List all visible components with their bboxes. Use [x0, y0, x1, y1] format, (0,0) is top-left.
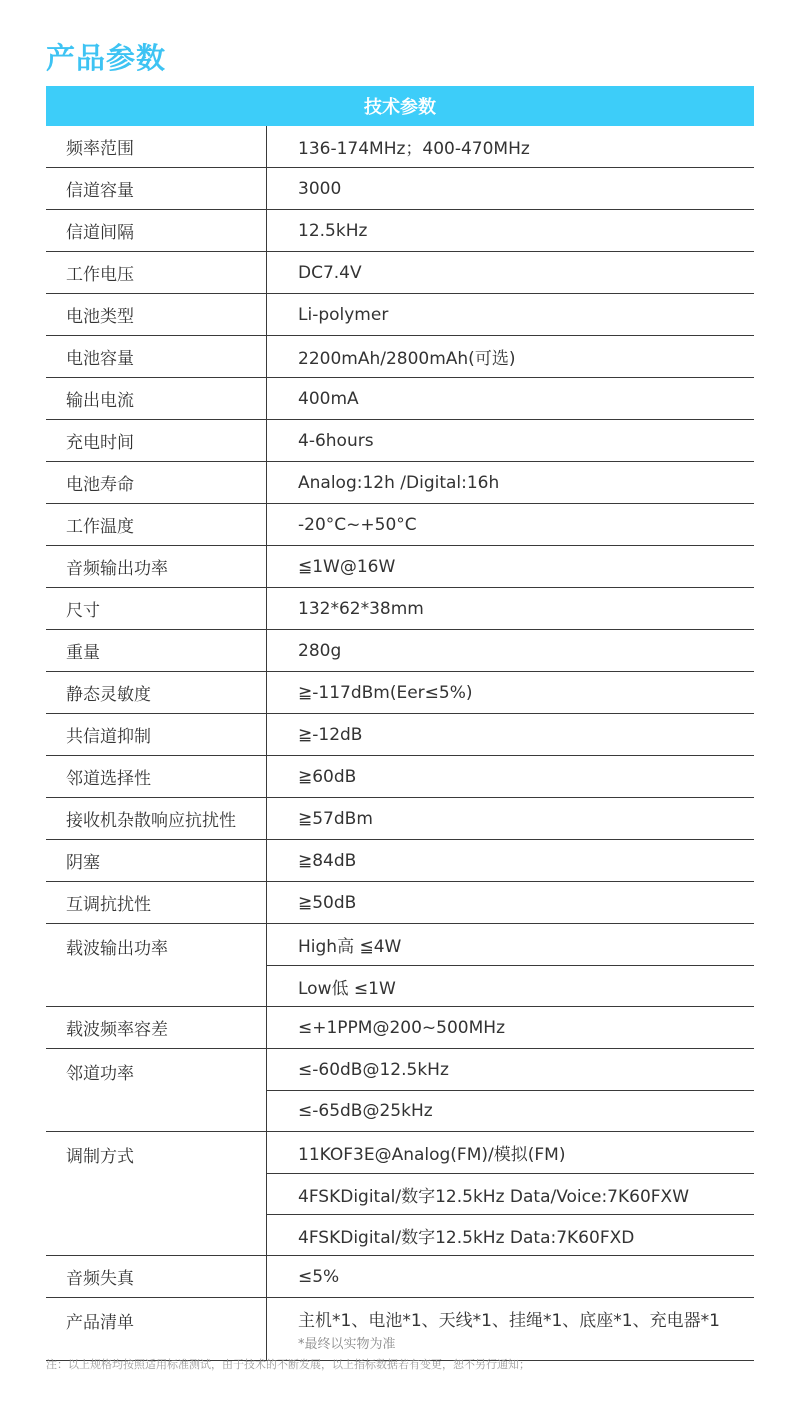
spec-values	[267, 882, 754, 923]
spec-row	[46, 420, 754, 462]
spec-row	[46, 588, 754, 630]
spec-values	[267, 336, 754, 377]
spec-value: 2200mAh/2800mAh(可选)	[298, 349, 516, 369]
spec-values	[267, 1132, 754, 1255]
spec-label: 信道间隔	[46, 210, 267, 251]
spec-row	[46, 714, 754, 756]
spec-values	[267, 252, 754, 293]
spec-row	[46, 1132, 754, 1256]
spec-label: 载波频率容差	[46, 1007, 267, 1048]
spec-value: 136-174MHz；400-470MHz	[298, 139, 530, 159]
spec-values	[267, 420, 754, 461]
spec-value: ≤+1PPM@200~500MHz	[298, 1017, 505, 1038]
spec-values	[267, 1007, 754, 1048]
spec-label: 尺寸	[46, 588, 267, 629]
spec-value: 4FSKDigital/数字12.5kHz Data/Voice:7K60FXW	[267, 1173, 754, 1214]
spec-label: 音频输出功率	[46, 546, 267, 587]
spec-label: 重量	[46, 630, 267, 671]
spec-value: 4FSKDigital/数字12.5kHz Data:7K60FXD	[267, 1214, 754, 1255]
spec-values	[267, 1256, 754, 1297]
spec-row	[46, 462, 754, 504]
spec-label: 邻道选择性	[46, 756, 267, 797]
spec-label: 电池容量	[46, 336, 267, 377]
spec-label: 音频失真	[46, 1256, 267, 1297]
spec-value: Low低 ≤1W	[267, 965, 754, 1006]
spec-table	[46, 126, 754, 1361]
spec-row	[46, 1007, 754, 1049]
spec-value: ≦1W@16W	[298, 556, 396, 577]
spec-values	[267, 1049, 754, 1131]
spec-values	[267, 798, 754, 839]
spec-note: *最终以实物为准	[298, 1337, 396, 1352]
spec-label: 邻道功率	[46, 1049, 267, 1131]
spec-row	[46, 798, 754, 840]
spec-label: 频率范围	[46, 126, 267, 167]
spec-value: ≤-60dB@12.5kHz	[298, 1059, 449, 1080]
spec-row	[46, 546, 754, 588]
spec-value: Li-polymer	[298, 304, 389, 325]
spec-label: 阴塞	[46, 840, 267, 881]
spec-label: 充电时间	[46, 420, 267, 461]
spec-row	[46, 630, 754, 672]
spec-value: 12.5kHz	[298, 220, 368, 241]
spec-value: Analog:12h /Digital:16h	[298, 472, 500, 493]
spec-value: 4-6hours	[298, 430, 374, 451]
spec-row	[46, 336, 754, 378]
spec-values	[267, 840, 754, 881]
spec-value: 280g	[298, 640, 342, 661]
spec-value: 主机*1、电池*1、天线*1、挂绳*1、底座*1、充电器*1	[298, 1311, 720, 1331]
spec-values	[267, 756, 754, 797]
spec-label: 调制方式	[46, 1132, 267, 1255]
spec-row	[46, 672, 754, 714]
spec-row	[46, 126, 754, 168]
spec-values	[267, 462, 754, 503]
page-title: 产品参数	[46, 41, 167, 75]
spec-values	[267, 630, 754, 671]
footer-note: 注：以上规格均按照适用标准测试，由于技术的不断发展，以上指标数据若有变更，恕不另行通知；	[46, 1358, 530, 1371]
spec-label: 工作温度	[46, 504, 267, 545]
spec-value: High高 ≦4W	[298, 937, 402, 957]
spec-values	[267, 294, 754, 335]
spec-values	[267, 672, 754, 713]
spec-value: ≧84dB	[298, 850, 357, 871]
spec-row	[46, 294, 754, 336]
spec-label: 接收机杂散响应抗扰性	[46, 798, 267, 839]
spec-values	[267, 714, 754, 755]
spec-row	[46, 882, 754, 924]
spec-value: ≤-65dB@25kHz	[267, 1090, 754, 1131]
spec-value: ≧57dBm	[298, 808, 373, 829]
spec-value: ≧-12dB	[298, 724, 363, 745]
spec-values	[267, 210, 754, 251]
spec-row	[46, 504, 754, 546]
spec-value: ≧-117dBm(Eer≤5%)	[298, 682, 473, 703]
spec-label: 载波输出功率	[46, 924, 267, 1006]
spec-label: 工作电压	[46, 252, 267, 293]
spec-label: 电池寿命	[46, 462, 267, 503]
spec-row	[46, 924, 754, 1007]
spec-values	[267, 504, 754, 545]
spec-label: 输出电流	[46, 378, 267, 419]
spec-value: 3000	[298, 178, 342, 199]
spec-value: ≧60dB	[298, 766, 357, 787]
spec-values	[267, 126, 754, 167]
spec-value: 400mA	[298, 388, 359, 409]
spec-row	[46, 252, 754, 294]
spec-value: DC7.4V	[298, 262, 362, 283]
spec-row	[46, 1298, 754, 1361]
spec-value: -20°C~+50°C	[298, 514, 417, 535]
spec-row	[46, 1256, 754, 1298]
spec-row	[46, 756, 754, 798]
spec-row	[46, 840, 754, 882]
spec-value: 11KOF3E@Analog(FM)/模拟(FM)	[298, 1145, 566, 1165]
spec-value: 132*62*38mm	[298, 598, 424, 619]
spec-row	[46, 378, 754, 420]
spec-value: ≤5%	[298, 1266, 340, 1287]
spec-row	[46, 1049, 754, 1132]
spec-row	[46, 210, 754, 252]
spec-label: 静态灵敏度	[46, 672, 267, 713]
spec-label: 信道容量	[46, 168, 267, 209]
spec-value: ≧50dB	[298, 892, 357, 913]
spec-label: 产品清单	[46, 1298, 267, 1360]
spec-values	[267, 546, 754, 587]
spec-values	[267, 924, 754, 1006]
spec-label: 电池类型	[46, 294, 267, 335]
spec-values	[267, 378, 754, 419]
spec-values	[267, 168, 754, 209]
spec-row	[46, 168, 754, 210]
spec-label: 共信道抑制	[46, 714, 267, 755]
spec-label: 互调抗扰性	[46, 882, 267, 923]
table-header: 技术参数	[46, 86, 754, 126]
spec-values	[267, 588, 754, 629]
spec-values	[267, 1298, 754, 1360]
